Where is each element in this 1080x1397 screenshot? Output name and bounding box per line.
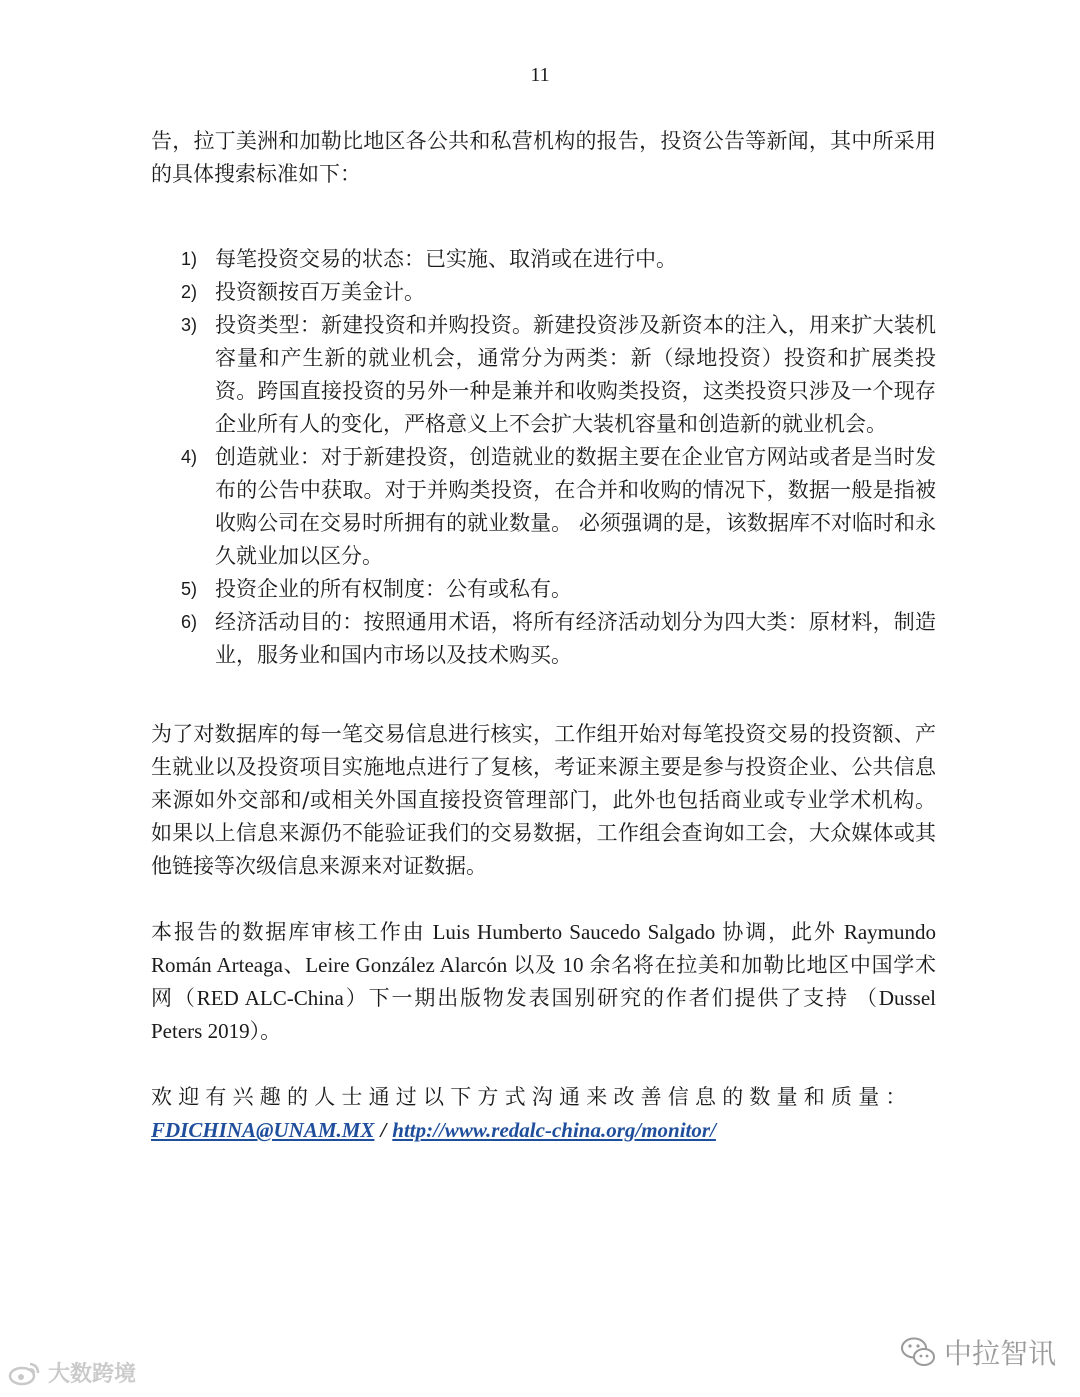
page-number: 11 <box>530 64 550 86</box>
list-item <box>151 276 936 309</box>
list-item-text: 每笔投资交易的状态：已实施、取消或在进行中。 <box>215 247 677 271</box>
intro-paragraph: 告，拉丁美洲和加勒比地区各公共和私营机构的报告，投资公告等新闻，其中所采用的具体搜索标准如下： <box>151 129 936 186</box>
list-item-number: 5) <box>181 579 198 599</box>
list-item-number: 2) <box>181 282 198 302</box>
list-item <box>151 573 936 606</box>
verification-paragraph: 为了对数据库的每一笔交易信息进行核实，工作组开始对每笔投资交易的投资额、产生就业以及投资项目实施地点进行了复核，考证来源主要是参与投资企业、公共信息来源如外交部和/或相关外国直接投资管理部门，此外也包括商业或专业学术机构。 如果以上信息来源仍不能验证我们的交易数据，工作组会查询如工会，大众媒体或其他链接等次级信息来源来对证数据。 <box>151 722 936 878</box>
list-item <box>151 243 936 276</box>
list-item-text: 投资类型：新建投资和并购投资。新建投资涉及新资本的注入，用来扩大装机容量和产生新的就业机会，通常分为两类：新（绿地投资）投资和扩展类投资。跨国直接投资的另外一种是兼并和收购类投资，这类投资只涉及一个现存企业所有人的变化，严格意义上不会扩大装机容量和创造新的就业机会。 <box>215 313 936 436</box>
list-item <box>151 441 936 573</box>
weibo-logo-icon <box>8 1360 42 1386</box>
list-item-text: 创造就业：对于新建投资，创造就业的数据主要在企业官方网站或者是当时发布的公告中获取。对于并购类投资，在合并和收购的情况下，数据一般是指被收购公司在交易时所拥有的就业数量。 必须强调的是，该数据库不对临时和永久就业加以区分。 <box>215 445 936 568</box>
list-item-text: 投资企业的所有权制度：公有或私有。 <box>215 577 572 601</box>
list-item-number: 6) <box>181 612 198 632</box>
watermark-left-text: 大数跨境 <box>48 1362 137 1387</box>
watermark-right <box>900 1332 1056 1372</box>
list-item-text: 经济活动目的：按照通用术语，将所有经济活动划分为四大类：原材料，制造业，服务业和国内市场以及技术购买。 <box>215 610 936 667</box>
document-body <box>151 125 936 1147</box>
list-item-number: 3) <box>181 315 198 335</box>
contact-paragraph: 欢迎有兴趣的人士通过以下方式沟通来改善信息的数量和质量： <box>151 1085 913 1109</box>
list-item-number: 1) <box>181 249 198 269</box>
credits-paragraph: 本报告的数据库审核工作由 Luis Humberto Saucedo Salgado 协调，此外 Raymundo Román Arteaga、Leire González Alarcón 以及 10 余名将在拉美和加勒比地区中国学术网（RED ALC-China）下一期出版物发表国别研究的作者们提供了支持 （Dussel Peters 2019）。 <box>151 920 936 1043</box>
search-criteria-list <box>151 243 936 672</box>
link-separator: / <box>380 1118 387 1142</box>
list-item <box>151 606 936 672</box>
watermark-left <box>8 1357 136 1388</box>
list-item <box>151 309 936 441</box>
wechat-icon <box>900 1336 936 1368</box>
website-link[interactable]: http://www.redalc-china.org/monitor/ <box>392 1118 716 1142</box>
email-link[interactable]: FDICHINA@UNAM.MX <box>151 1118 375 1142</box>
watermark-right-text: 中拉智讯 <box>944 1337 1057 1370</box>
list-item-text: 投资额按百万美金计。 <box>215 280 425 304</box>
contact-links <box>151 1114 936 1147</box>
list-item-number: 4) <box>181 447 198 467</box>
